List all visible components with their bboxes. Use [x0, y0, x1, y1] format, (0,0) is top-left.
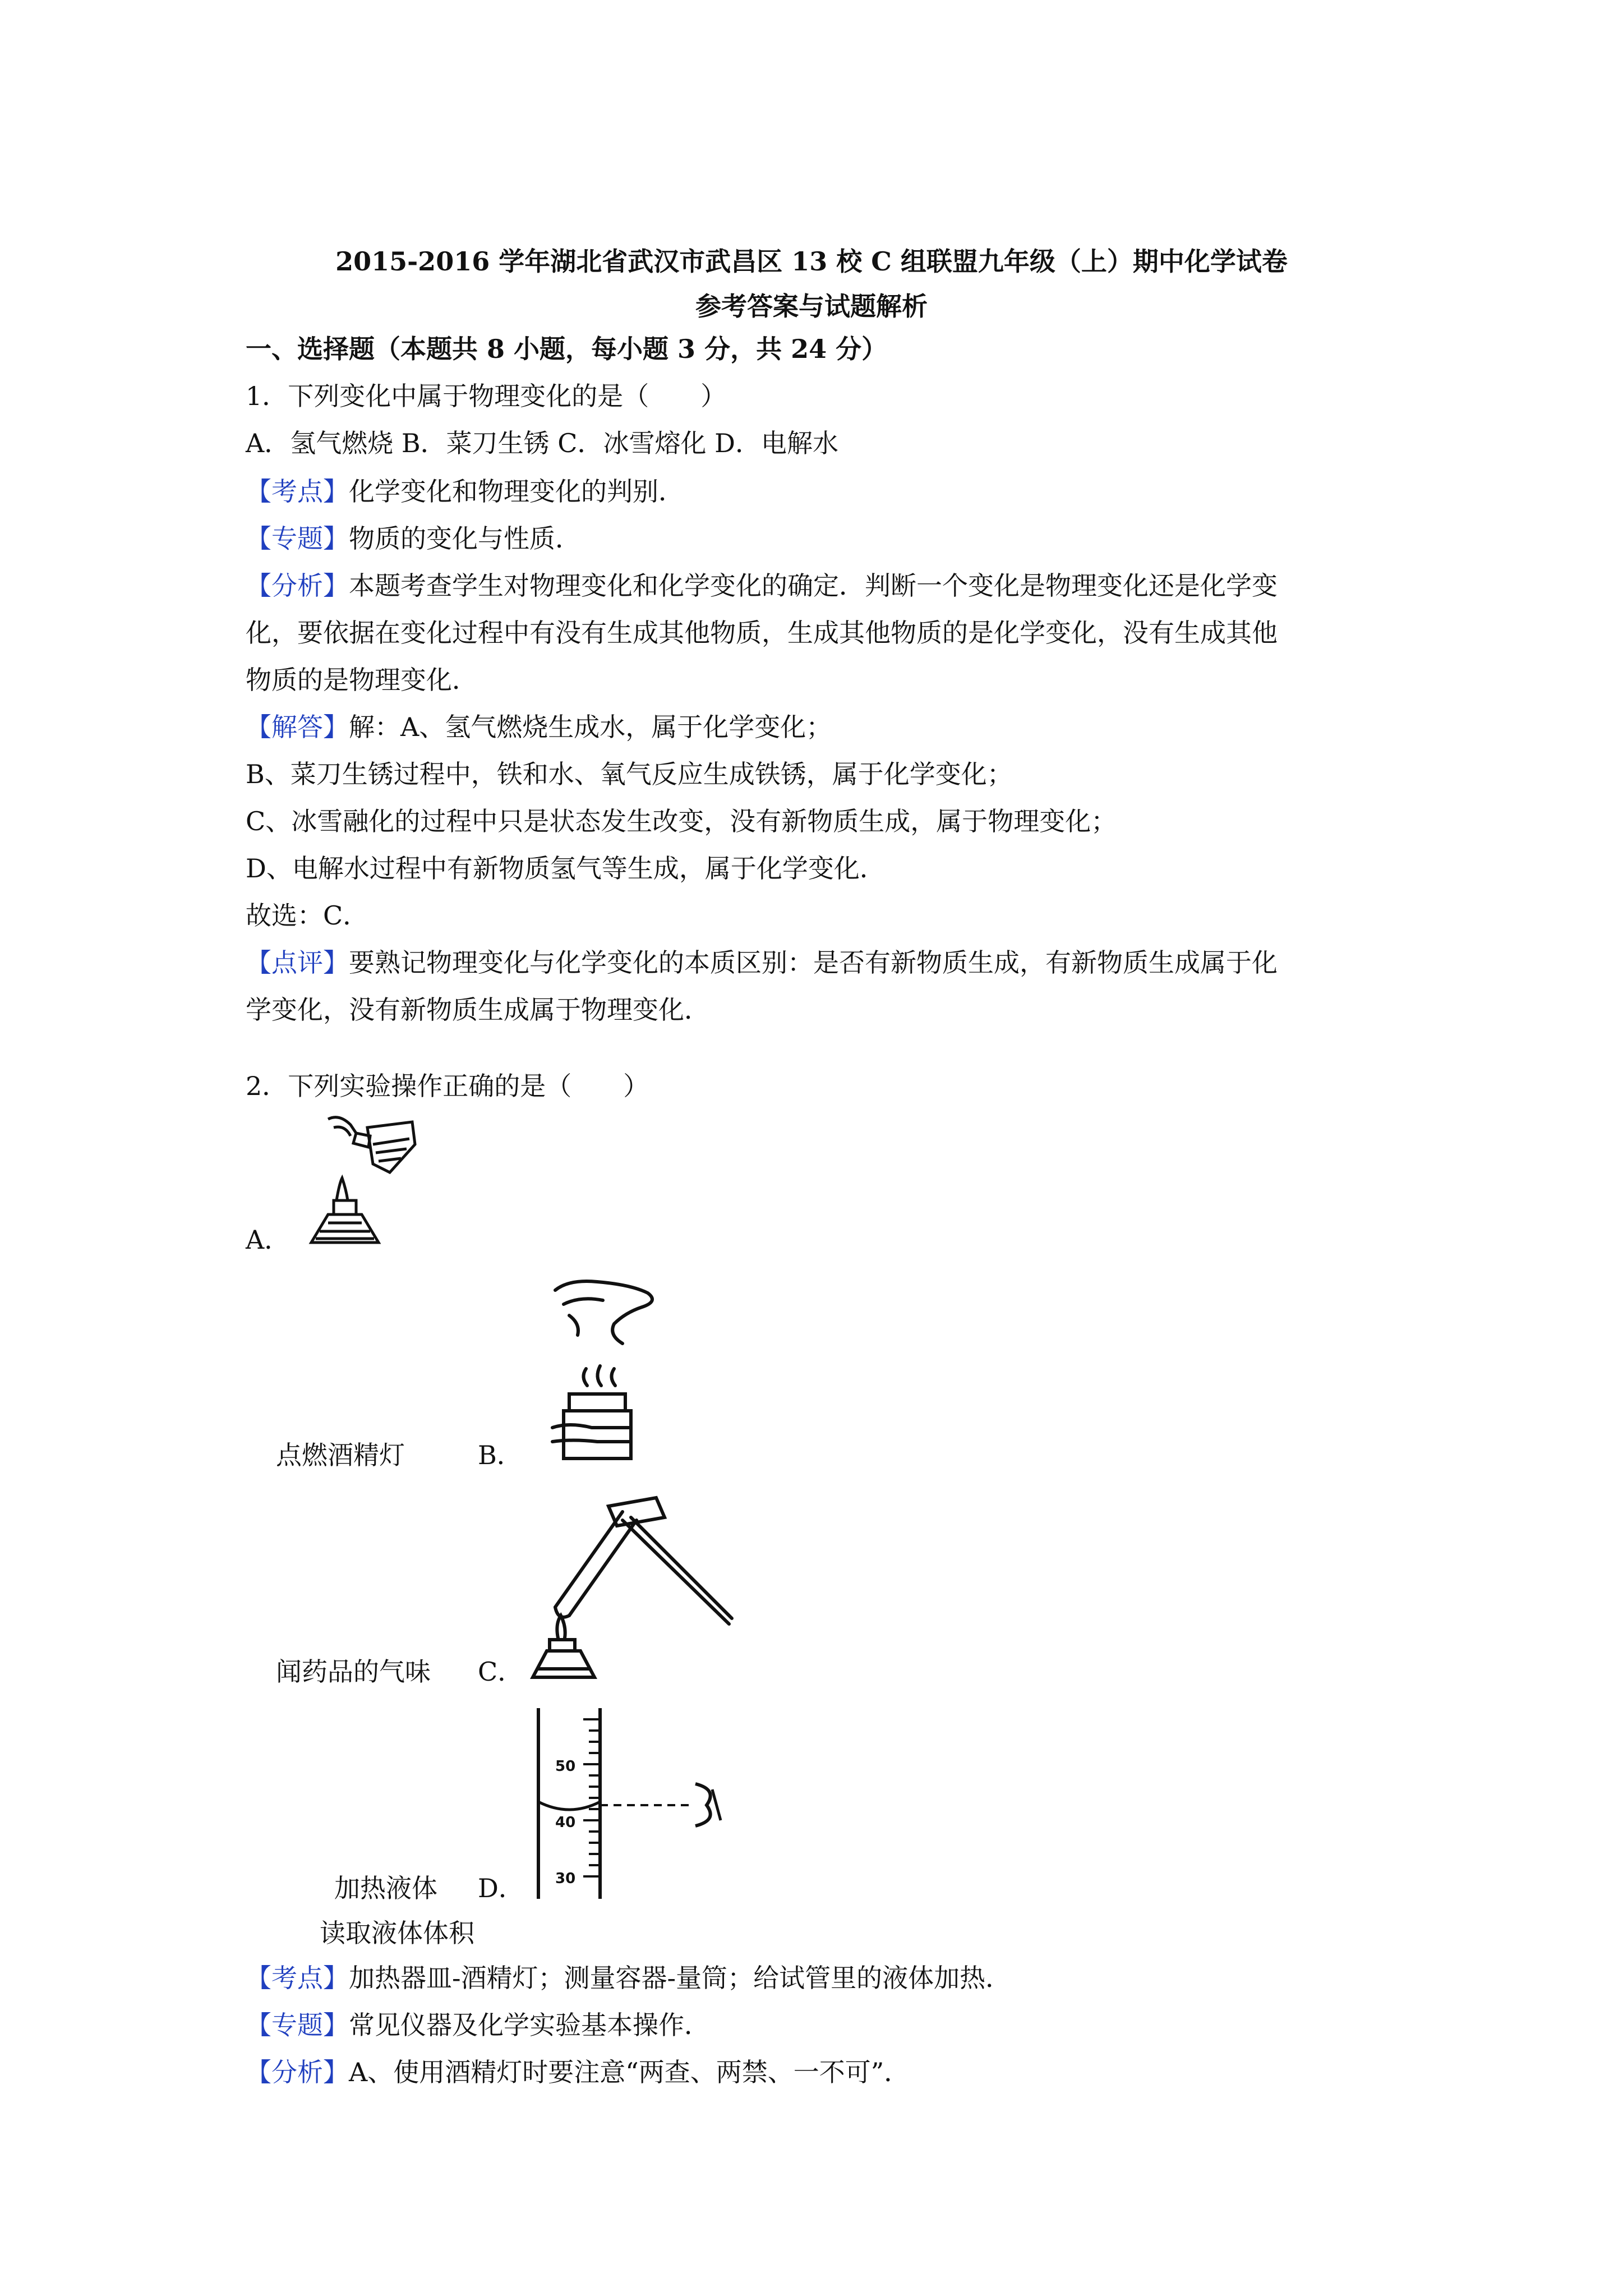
option-c-letter: C． — [478, 1657, 524, 1687]
option-c-caption: 加热液体 — [334, 1873, 437, 1903]
q1-jieda-line4: D、电解水过程中有新物质氢气等生成，属于化学变化． — [246, 853, 886, 884]
option-b-caption: 闻药品的气味 — [276, 1657, 431, 1687]
q1-kaodian — [246, 475, 684, 508]
jieda-tag: 【解答】 — [246, 712, 349, 742]
option-a-letter: A． — [246, 1225, 291, 1255]
kaodian-text: 加热器皿-酒精灯；测量容器-量筒；给试管里的液体加热． — [349, 1963, 1012, 1993]
figure-a-alcohol-lamp — [294, 1111, 423, 1257]
fenxi-text: A、使用酒精灯时要注意“两查、两禁、一不可”． — [349, 2057, 910, 2087]
cylinder-tick-40: 40 — [555, 1814, 576, 1831]
q1-answer: 故选：C． — [246, 900, 369, 931]
dianping-text-1: 要熟记物理变化与化学变化的本质区别：是否有新物质生成，有新物质生成属于化 — [349, 947, 1278, 978]
cylinder-tick-30: 30 — [555, 1870, 576, 1887]
q1-fenxi-line3: 物质的是物理变化． — [246, 665, 478, 695]
zhuanti-text: 常见仪器及化学实验基本操作． — [349, 2010, 710, 2040]
page-subtitle: 参考答案与试题解析 — [695, 291, 928, 321]
q2-zhuanti — [246, 2008, 710, 2042]
q1-dianping — [246, 946, 1278, 979]
page-title: 2015-2016 学年湖北省武汉市武昌区 13 校 C 组联盟九年级（上）期中化学试卷 — [335, 246, 1288, 277]
section-heading: 一、选择题（本题共 8 小题，每小题 3 分，共 24 分） — [246, 334, 888, 364]
figure-d-graduated-cylinder — [522, 1705, 746, 1902]
kaodian-text: 化学变化和物理变化的判别． — [349, 476, 684, 507]
figure-b-smell — [547, 1273, 670, 1470]
zhuanti-text: 物质的变化与性质． — [349, 523, 581, 554]
q1-jieda-line2: B、菜刀生锈过程中，铁和水、氧气反应生成铁锈，属于化学变化； — [246, 759, 1013, 789]
q1-zhuanti — [246, 522, 581, 555]
option-b-letter: B． — [478, 1440, 523, 1470]
dianping-tag: 【点评】 — [246, 947, 349, 978]
q1-fenxi — [246, 569, 1278, 602]
option-d-letter: D． — [478, 1873, 524, 1903]
q2-stem: 2．下列实验操作正确的是（ ） — [246, 1071, 649, 1101]
q2-kaodian — [246, 1961, 1011, 1995]
q1-fenxi-line2: 化，要依据在变化过程中有没有生成其他物质，生成其他物质的是化学变化，没有生成其他 — [246, 618, 1278, 648]
fenxi-text-1: 本题考查学生对物理变化和化学变化的确定．判断一个变化是物理变化还是化学变 — [349, 570, 1278, 601]
q1-jieda — [246, 710, 832, 744]
q1-dianping-line2: 学变化，没有新物质生成属于物理变化． — [246, 995, 710, 1025]
q1-options: A．氢气燃烧 B．菜刀生锈 C．冰雪熔化 D．电解水 — [246, 428, 838, 458]
kaodian-tag: 【考点】 — [246, 476, 349, 507]
option-d-caption: 读取液体体积 — [320, 1918, 474, 1948]
fenxi-tag: 【分析】 — [246, 570, 349, 601]
option-a-caption: 点燃酒精灯 — [276, 1440, 405, 1470]
figure-c-heating-liquid — [524, 1495, 749, 1680]
q1-stem: 1．下列变化中属于物理变化的是（ ） — [246, 381, 727, 411]
q2-fenxi — [246, 2055, 910, 2089]
zhuanti-tag: 【专题】 — [246, 2010, 349, 2040]
kaodian-tag: 【考点】 — [246, 1963, 349, 1993]
fenxi-tag: 【分析】 — [246, 2057, 349, 2087]
jieda-text-1: 解：A、氢气燃烧生成水，属于化学变化； — [349, 712, 832, 742]
cylinder-tick-50: 50 — [555, 1758, 576, 1775]
zhuanti-tag: 【专题】 — [246, 523, 349, 554]
q1-jieda-line3: C、冰雪融化的过程中只是状态发生改变，没有新物质生成，属于物理变化； — [246, 806, 1117, 836]
